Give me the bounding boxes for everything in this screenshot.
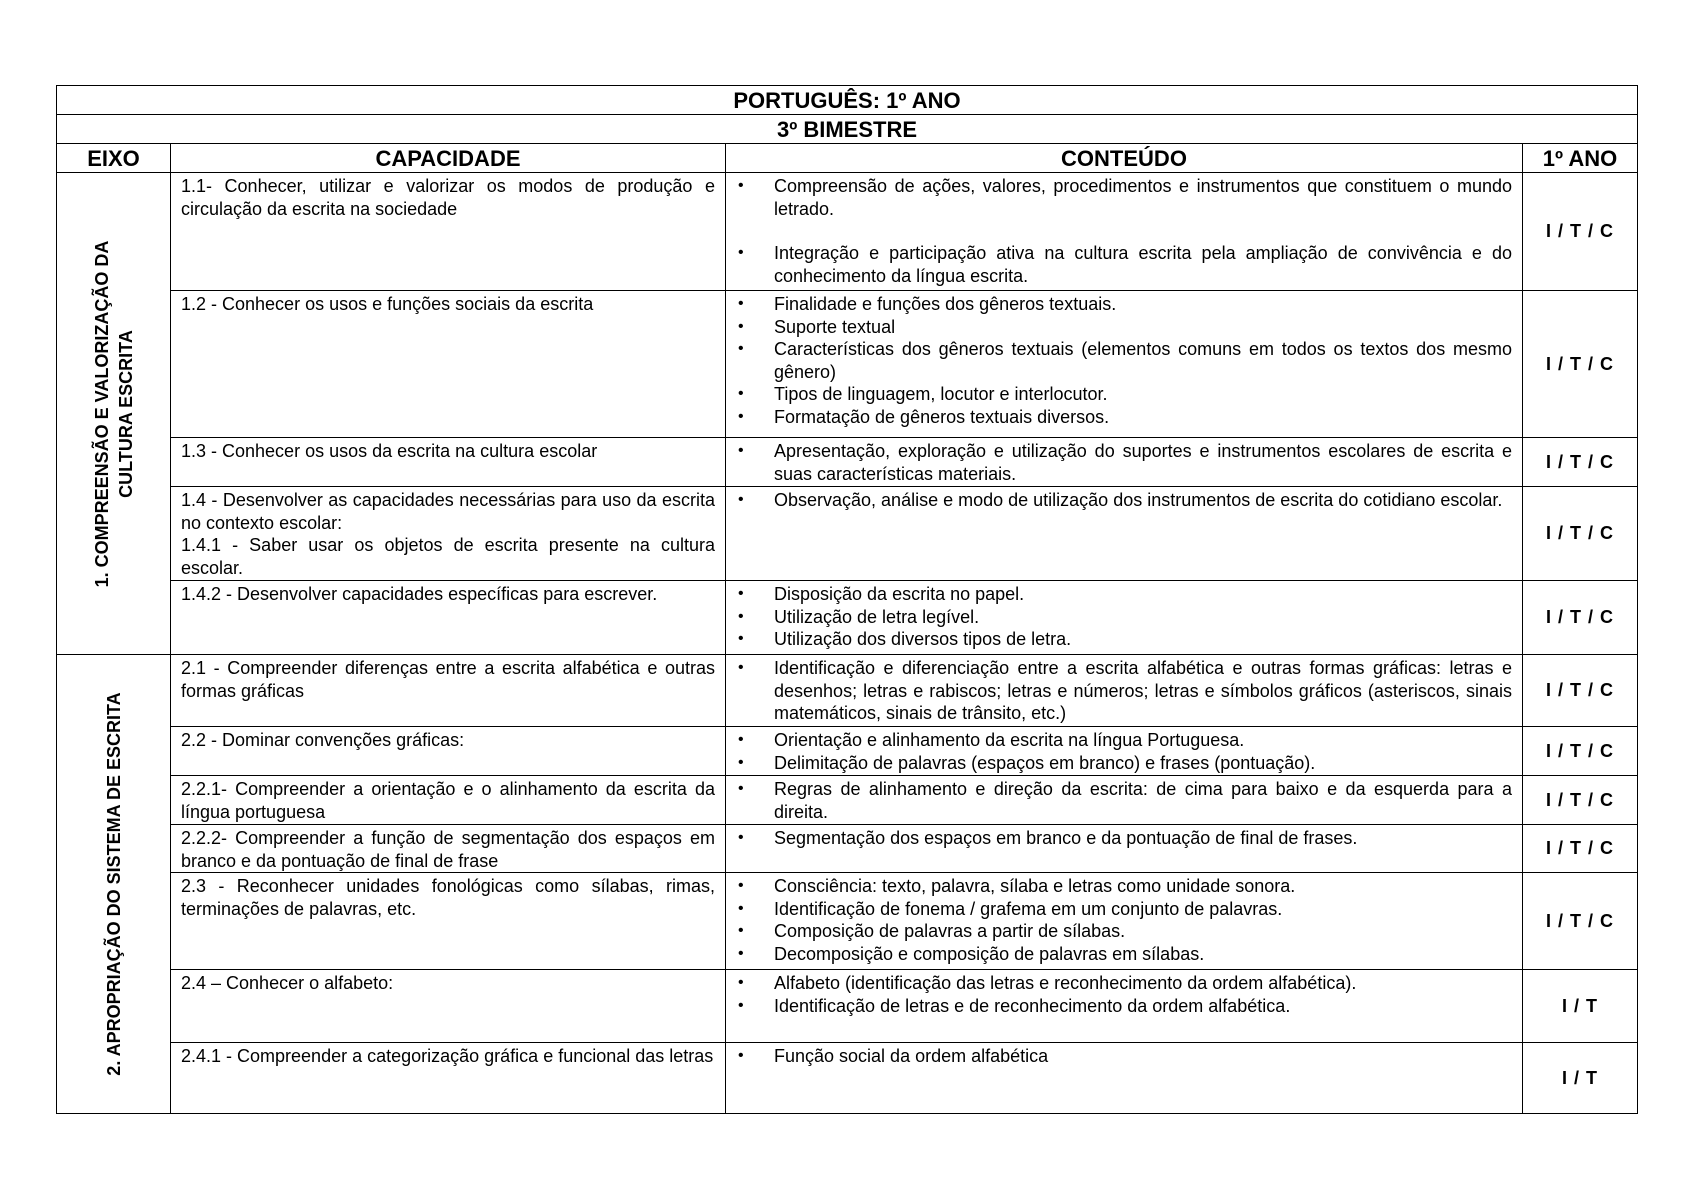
ano-cell: I / T / C	[1523, 438, 1638, 487]
list-item: • Compreensão de ações, valores, procedimentos e instrumentos que constituem o mundo letrado.	[736, 175, 1512, 220]
table-row	[57, 655, 1638, 727]
table-row	[57, 438, 1638, 487]
list-item: • Composição de palavras a partir de sílabas.	[736, 920, 1512, 943]
list-item: • Consciência: texto, palavra, sílaba e letras como unidade sonora.	[736, 875, 1512, 898]
ano-cell: I / T / C	[1523, 873, 1638, 970]
table-row	[57, 970, 1638, 1043]
capacidade-text: 1.2 - Conhecer os usos e funções sociais da escrita	[181, 294, 594, 314]
conteudo-list	[736, 175, 1512, 287]
ano-cell: I / T	[1523, 970, 1638, 1043]
conteudo-cell	[726, 727, 1523, 776]
list-item: • Apresentação, exploração e utilização do suportes e instrumentos escolares de escrita e suas características materiais.	[736, 440, 1512, 485]
table-row	[57, 776, 1638, 825]
header-eixo: EIXO	[57, 144, 171, 173]
capacidade-cell	[171, 291, 726, 438]
table-row	[57, 1043, 1638, 1114]
conteudo-list	[736, 657, 1512, 725]
capacidade-text: 2.2.1- Compreender a orientação e o alinhamento da escrita da língua portuguesa	[181, 779, 715, 822]
capacidade-text: 2.4.1 - Compreender a categorização gráfica e funcional das letras	[181, 1046, 714, 1066]
ano-cell: I / T / C	[1523, 173, 1638, 291]
header-ano: 1º ANO	[1523, 144, 1638, 173]
list-item: • Tipos de linguagem, locutor e interlocutor.	[736, 383, 1512, 406]
list-item: • Características dos gêneros textuais (elementos comuns em todos os textos dos mesmo gênero)	[736, 338, 1512, 383]
eixo-1-label-line2: CULTURA ESCRITA	[115, 329, 136, 498]
capacidade-cell	[171, 581, 726, 655]
ano-cell: I / T / C	[1523, 655, 1638, 727]
list-item: • Decomposição e composição de palavras em sílabas.	[736, 943, 1512, 966]
table-title: PORTUGUÊS: 1º ANO	[57, 86, 1638, 115]
conteudo-cell	[726, 581, 1523, 655]
conteudo-cell	[726, 825, 1523, 873]
list-item: • Segmentação dos espaços em branco e da pontuação de final de frases.	[736, 827, 1512, 850]
conteudo-list	[736, 875, 1512, 965]
header-capacidade: CAPACIDADE	[171, 144, 726, 173]
table-row	[57, 727, 1638, 776]
ano-cell: I / T / C	[1523, 825, 1638, 873]
conteudo-list	[736, 440, 1512, 485]
bimestre-row	[57, 115, 1638, 144]
conteudo-list	[736, 1045, 1512, 1068]
capacidade-cell	[171, 873, 726, 970]
list-item: • Identificação e diferenciação entre a escrita alfabética e outras formas gráficas: letras e desenhos; letras e rabiscos; letras e números; letras e símbolos gráficos (asteriscos, sinais matemáticos, sinais de trânsito, etc.)	[736, 657, 1512, 725]
conteudo-cell	[726, 873, 1523, 970]
bimestre-title: 3º BIMESTRE	[57, 115, 1638, 144]
capacidade-cell	[171, 655, 726, 727]
capacidade-text: 2.2.2- Compreender a função de segmentação dos espaços em branco e da pontuação de final de frase	[181, 828, 715, 871]
conteudo-cell	[726, 438, 1523, 487]
conteudo-list	[736, 972, 1512, 1017]
conteudo-cell	[726, 655, 1523, 727]
conteudo-cell	[726, 487, 1523, 581]
list-item: • Suporte textual	[736, 316, 1512, 339]
eixo-1-cell	[57, 173, 171, 655]
capacidade-text: 1.1- Conhecer, utilizar e valorizar os modos de produção e circulação da escrita na sociedade	[181, 176, 715, 219]
table-row	[57, 291, 1638, 438]
conteudo-list	[736, 489, 1512, 512]
eixo-1-label-line1: 1. COMPREENSÃO E VALORIZAÇÃO DA	[91, 240, 112, 587]
list-item: • Finalidade e funções dos gêneros textuais.	[736, 293, 1512, 316]
ano-cell: I / T	[1523, 1043, 1638, 1114]
list-item: • Alfabeto (identificação das letras e reconhecimento da ordem alfabética).	[736, 972, 1512, 995]
conteudo-list	[736, 729, 1512, 774]
ano-cell: I / T / C	[1523, 727, 1638, 776]
conteudo-cell	[726, 970, 1523, 1043]
list-item: • Formatação de gêneros textuais diversos.	[736, 406, 1512, 429]
capacidade-text: 2.2 - Dominar convenções gráficas:	[181, 730, 465, 750]
capacidade-cell	[171, 438, 726, 487]
conteudo-cell	[726, 776, 1523, 825]
list-item: • Observação, análise e modo de utilização dos instrumentos de escrita do cotidiano escolar.	[736, 489, 1512, 512]
list-item: • Integração e participação ativa na cultura escrita pela ampliação de convivência e do conhecimento da língua escrita.	[736, 242, 1512, 287]
table-row	[57, 581, 1638, 655]
capacidade-text: 2.3 - Reconhecer unidades fonológicas como sílabas, rimas, terminações de palavras, etc.	[181, 876, 715, 919]
table-row	[57, 173, 1638, 291]
capacidade-text: 2.1 - Compreender diferenças entre a escrita alfabética e outras formas gráficas	[181, 658, 715, 701]
eixo-2-label: 2. APROPRIAÇÃO DO SISTEMA DE ESCRITA	[103, 692, 124, 1076]
capacidade-cell	[171, 776, 726, 825]
list-item: • Função social da ordem alfabética	[736, 1045, 1512, 1068]
ano-cell: I / T / C	[1523, 487, 1638, 581]
list-item: • Utilização dos diversos tipos de letra.	[736, 628, 1512, 651]
capacidade-cell	[171, 1043, 726, 1114]
capacidade-text: 1.4.2 - Desenvolver capacidades específicas para escrever.	[181, 584, 658, 604]
conteudo-list	[736, 827, 1512, 850]
list-item: • Disposição da escrita no papel.	[736, 583, 1512, 606]
capacidade-cell	[171, 970, 726, 1043]
capacidade-text: 1.3 - Conhecer os usos da escrita na cultura escolar	[181, 441, 598, 461]
conteudo-list	[736, 778, 1512, 823]
ano-cell: I / T / C	[1523, 776, 1638, 825]
table-row	[57, 825, 1638, 873]
capacidade-text: 1.4.1 - Saber usar os objetos de escrita presente na cultura escolar.	[181, 535, 715, 578]
capacidade-text: 1.4 - Desenvolver as capacidades necessárias para uso da escrita no contexto escolar:	[181, 490, 715, 533]
capacidade-cell	[171, 727, 726, 776]
ano-cell: I / T / C	[1523, 581, 1638, 655]
list-item: • Delimitação de palavras (espaços em branco) e frases (pontuação).	[736, 752, 1512, 775]
capacidade-cell	[171, 487, 726, 581]
header-conteudo: CONTEÚDO	[726, 144, 1523, 173]
eixo-1-label	[90, 240, 138, 587]
capacidade-cell	[171, 173, 726, 291]
capacidade-text: 2.4 – Conhecer o alfabeto:	[181, 973, 394, 993]
conteudo-cell	[726, 291, 1523, 438]
eixo-2-cell	[57, 655, 171, 1114]
list-item: • Identificação de letras e de reconhecimento da ordem alfabética.	[736, 995, 1512, 1018]
table-row	[57, 873, 1638, 970]
capacidade-cell	[171, 825, 726, 873]
list-item: • Identificação de fonema / grafema em um conjunto de palavras.	[736, 898, 1512, 921]
list-item: • Utilização de letra legível.	[736, 606, 1512, 629]
conteudo-cell	[726, 173, 1523, 291]
list-item: • Regras de alinhamento e direção da escrita: de cima para baixo e da esquerda para a direita.	[736, 778, 1512, 823]
header-row	[57, 144, 1638, 173]
title-row	[57, 86, 1638, 115]
curriculum-table	[56, 85, 1638, 1114]
conteudo-list	[736, 583, 1512, 651]
list-item: • Orientação e alinhamento da escrita na língua Portuguesa.	[736, 729, 1512, 752]
conteudo-cell	[726, 1043, 1523, 1114]
conteudo-list	[736, 293, 1512, 428]
ano-cell: I / T / C	[1523, 291, 1638, 438]
table-row	[57, 487, 1638, 581]
